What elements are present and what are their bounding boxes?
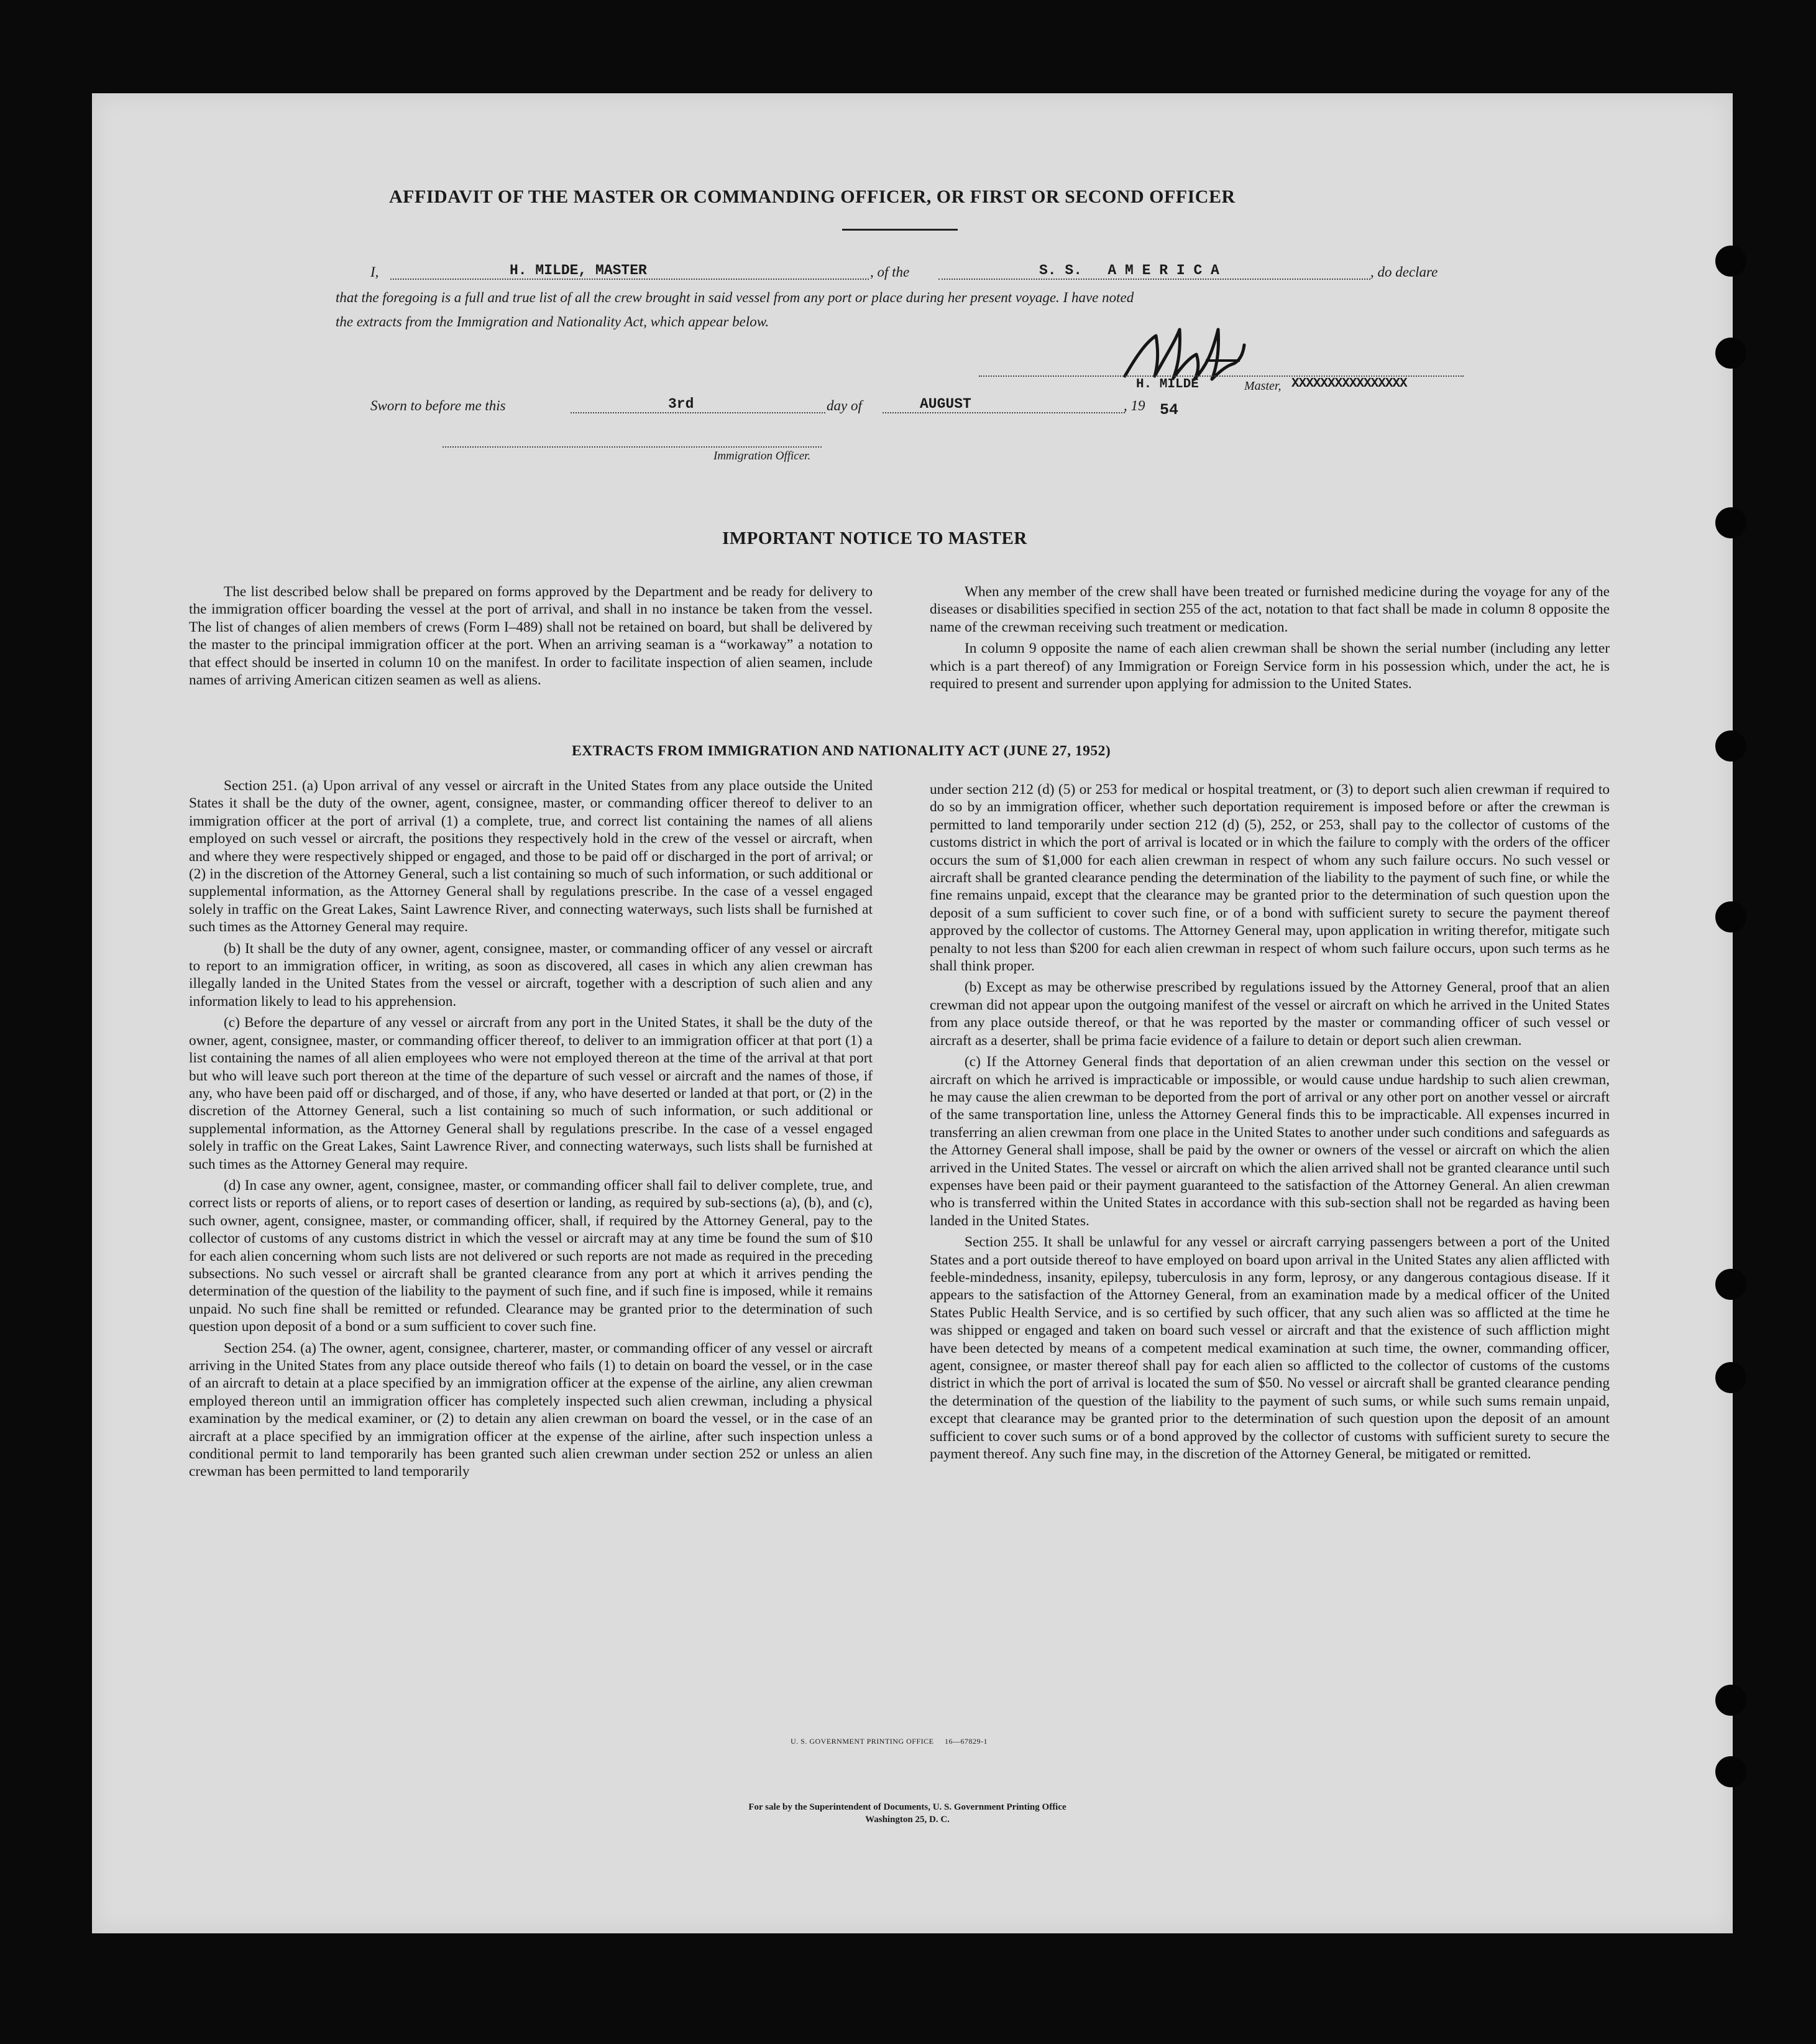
binder-hole [1715,1756,1746,1787]
extract-paragraph: Section 254. (a) The owner, agent, consignee, charterer, master, or commanding officer of any vessel or aircraft arriving in the United States from any place outside thereof who fails (1) to detain on board the vessel, or in the case of an aircraft to detain at a place specified by an immigration officer at the expense of the airline, any alien crewman employed thereon until an immigration officer has completely inspected such alien crewman, including a physical examination by the medical examiner, or (2) to detain any alien crewman on board the vessel, or in the case of an aircraft at a place specified by an immigration officer at the expense of the airline, after such inspection unless a conditional permit to land temporarily has been granted such alien crewman under section 252 or unless an alien crewman has been permitted to land temporarily [189,1340,873,1480]
sworn-month: AUGUST [920,396,971,412]
binder-hole [1715,901,1746,932]
extracts-left-column [189,777,873,1485]
extract-paragraph: (c) Before the departure of any vessel or aircraft from any port in the United States, it shall be the duty of the owner, agent, consignee, master, or commanding officer thereof, to deliver to an immigration officer at that port (1) a list containing the names of all alien employees who were not employed thereon at the time of the arrival at that port but who will leave such port thereon at the time of the departure of such vessel or aircraft and the names of those, if any, who have been paid off or discharged, and of those, if any, who have deserted or landed at that port, or (2) in the discretion of the Attorney General, such a list containing so much of such information, or such additional or supplemental information, as the Attorney General shall by regulations prescribe. In the case of a vessel engaged solely in traffic on the Great Lakes, Saint Lawrence River, and connecting waterways, such lists shall be furnished at such times as the Attorney General may require. [189,1015,873,1172]
extract-paragraph: under section 212 (d) (5) or 253 for medical or hospital treatment, or (3) to deport such alien crewman if required to do so by an immigration officer, whether such deportation requirement is imposed before or after the crewman is permitted to land temporarily under section 212 (d) (5), 252, or 253, shall pay to the collector of customs of the customs district in which the port of arrival is located or in which the failure to comply with the orders of the officer occurs the sum of $1,000 for each alien crewman in respect of whom any such failure occurs. No such vessel or aircraft shall be granted clearance pending the determination of the liability to the payment of such fine, or while the fine remains unpaid, except that the clearance may be granted prior to the determination of such question upon the deposit of a sum sufficient to cover such fine, or of a bond with sufficient surety to secure the payment thereof approved by the collector of customs. The Attorney General may, upon application in writing therefor, mitigate such penalty to not less than $200 for each alien crewman in respect of whom such failure occurs, upon such terms as he shall think proper. [930,781,1610,975]
extract-paragraph: (c) If the Attorney General finds that deportation of an alien crewman under this section on the vessel or aircraft on which he arrived is impracticable or impossible, or would cause undue hardship to such alien crewman, he may cause the alien crewman to be deported from the port of arrival or any other port on another vessel or aircraft of the same transportation line, unless the Attorney General finds this to be impracticable. All expenses incurred in transferring an alien crewman from one place in the United States to another under such conditions and safeguards as the Attorney General shall impose, shall be paid by the owner or owners of the vessel or aircraft on which the alien arrived in the United States. The vessel or aircraft on which the alien arrived shall not be granted clearance until such expenses have been paid or their payment guaranteed to the satisfaction of the Attorney General. An alien crewman who is transferred within the United States in accordance with this sub-section shall not be regarded as having been landed in the United States. [930,1054,1610,1229]
sworn-label: Sworn to before me this [370,398,506,413]
sale-notice [621,1801,1193,1826]
extracts-right-column [930,781,1610,1466]
binder-hole [1715,507,1746,538]
binder-hole [1715,338,1746,369]
sworn-month-line [883,412,1125,413]
day-of-label: day of [827,398,862,413]
extract-paragraph: (b) It shall be the duty of any owner, agent, consignee, master, or commanding officer of any vessel or aircraft to report to an immigration officer, in writing, as soon as discovered, all cases in which any alien crewman has illegally landed in the United States from the vessel or aircraft, together with a description of such alien and any information likely to lead to his apprehension. [189,940,873,1010]
i-label: I, [370,264,379,280]
title-underline [842,229,958,231]
struck-title-text: XXXXXXXXXXXXXXXX [1291,377,1407,391]
extract-paragraph: (d) In case any owner, agent, consignee, master, or commanding officer shall fail to deliver complete, true, and correct lists or reports of aliens, or to report cases of desertion or landing, as required by sub-sections (a), (b), and (c), such owner, agent, consignee, master, or commanding officer, shall, if required by the Attorney General, pay to the collector of customs of any customs district in which the vessel or aircraft may at any time be found the sum of $10 for each alien concerning whom such lists are not delivered or such reports are not made as required in the preceding subsections. No such vessel or aircraft shall be granted clearance from any port at which it arrives pending the determination of the question of the liability to the payment of such fine, and if such fine is imposed, while it remains unpaid. No such fine shall be remitted or refunded. Clearance may be granted prior to the determination of such question upon deposit of a bond or a sum sufficient to cover such fine. [189,1177,873,1335]
binder-hole [1715,730,1746,762]
extract-paragraph: Section 251. (a) Upon arrival of any vessel or aircraft in the United States from any place outside the United States it shall be the duty of the owner, agent, consignee, master, or commanding officer thereof to deliver to an immigration officer at the port of arrival (1) a complete, true, and correct list containing the names of all aliens employed on such vessel or aircraft, the positions they respectively hold in the crew of the vessel or aircraft, when and where they were respectively shipped or engaged, and those to be paid off or discharged in the port of arrival; or (2) in the discretion of the Attorney General, such a list containing so much of such information, or such additional or supplemental information, as the Attorney General shall by regulations prescribe. In the case of a vessel engaged solely in traffic on the Great Lakes, Saint Lawrence River, and connecting waterways, such lists shall be furnished at such times as the Attorney General may require. [189,778,873,936]
immigration-officer-label: Immigration Officer. [713,449,811,463]
declaration-line-2: that the foregoing is a full and true list of all the crew brought in said vessel from any port or place during her present voyage. I have noted [336,290,1134,305]
extract-paragraph: (b) Except as may be otherwise prescribed by regulations issued by the Attorney General, proof that an alien crewman did not appear upon the outgoing manifest of the vessel or aircraft on which he arrived in the United States from any place outside thereof, or that he was reported by the master or commanding officer of such vessel or aircraft as a deserter, shall be prima facie evidence of a failure to detain or deport such alien crewman. [930,979,1610,1049]
binder-hole [1715,1685,1746,1716]
printing-office-line: U. S. GOVERNMENT PRINTING OFFICE 16—67829-1 [791,1737,988,1746]
declaration-line-3: the extracts from the Immigration and Nationality Act, which appear below. [336,314,769,329]
sale-line-2: Washington 25, D. C. [865,1815,950,1825]
notice-right-paragraph-2: In column 9 opposite the name of each alien crewman shall be shown the serial number (including any letter which is a part thereof) of any Immigration or Foreign Service form in his possession which, under the act, he is required to present and surrender upon applying for admission to the United States. [930,640,1610,693]
of-the-label: , of the [870,264,910,280]
master-name: H. MILDE, MASTER [510,262,647,279]
notice-left-column [189,583,873,693]
sworn-day: 3rd [668,396,694,412]
vessel-name: S. S. A M E R I C A [1039,262,1219,279]
binder-hole [1715,1362,1746,1393]
immigration-officer-line [443,446,822,448]
year-suffix: 54 [1160,401,1179,419]
notice-right-column [930,583,1610,696]
notice-right-paragraph-1: When any member of the crew shall have been treated or furnished medicine during the voyage for any of the diseases or disabilities specified in section 255 of the act, notation to that fact shall be made in column 8 opposite the name of the crewman receiving such treatment or medication. [930,584,1610,635]
extracts-title: EXTRACTS FROM IMMIGRATION AND NATIONALITY ACT (JUNE 27, 1952) [572,743,1111,759]
vessel-name-line [938,279,1370,280]
extract-paragraph: Section 255. It shall be unlawful for any vessel or aircraft carrying passengers between a port of the United States and a port outside thereof to have employed on board upon arrival in the United States any alien afflicted with feeble-mindedness, insanity, epilepsy, tuberculosis in any form, leprosy, or any dangerous contagious disease. If it appears to the satisfaction of the Attorney General, from an examination made by a medical officer of the United States Public Health Service, and is so certified by such officer, that any such alien was so afflicted at the time he was shipped or engaged and taken on board such vessel or aircraft and that the existence of such affliction might have been detected by means of a competent medical examination at such time, the owner, commanding officer, agent, consignee, or master thereof shall pay for each alien so afflicted to the collector of customs of the customs district in which the port of arrival is located the sum of $50. No vessel or aircraft shall be granted clearance pending the determination of the question of the liability to the payment of such sums, or while such sums remain unpaid, except that clearance may be granted prior to the determination of such question upon the deposit of an amount sufficient to cover such sums or of a bond approved by the collector of customs with sufficient surety to secure the payment thereof. Any such fine may, in the discretion of the Attorney General, be mitigated or remitted. [930,1234,1610,1463]
master-label: Master, [1244,379,1282,393]
year-prefix: , 19 [1124,398,1145,413]
do-declare-label: , do declare [1370,264,1438,280]
sale-line-1: For sale by the Superintendent of Documents, U. S. Government Printing Office [748,1802,1066,1812]
sworn-day-line [571,412,825,413]
notice-left-paragraph: The list described below shall be prepared on forms approved by the Department and be ready for delivery to the immigration officer boarding the vessel at the port of arrival, and shall in no instance be taken from the vessel. The list of changes of alien members of crews (Form I–489) shall not be retained on board, but shall be delivered by the master to the principal immigration officer at the port. When an arriving seaman is a “workaway” a notation to that effect should be inserted in column 10 on the manifest. In order to facilitate inspection of alien seamen, include names of arriving American citizen seamen as well as aliens. [189,584,873,689]
notice-title: IMPORTANT NOTICE TO MASTER [722,528,1027,548]
binder-hole [1715,1269,1746,1300]
affidavit-title: AFFIDAVIT OF THE MASTER OR COMMANDING OFFICER, OR FIRST OR SECOND OFFICER [389,186,1236,207]
signature-typed-name: H. MILDE [1136,377,1199,392]
binder-hole [1715,246,1746,277]
master-name-line [390,279,869,280]
